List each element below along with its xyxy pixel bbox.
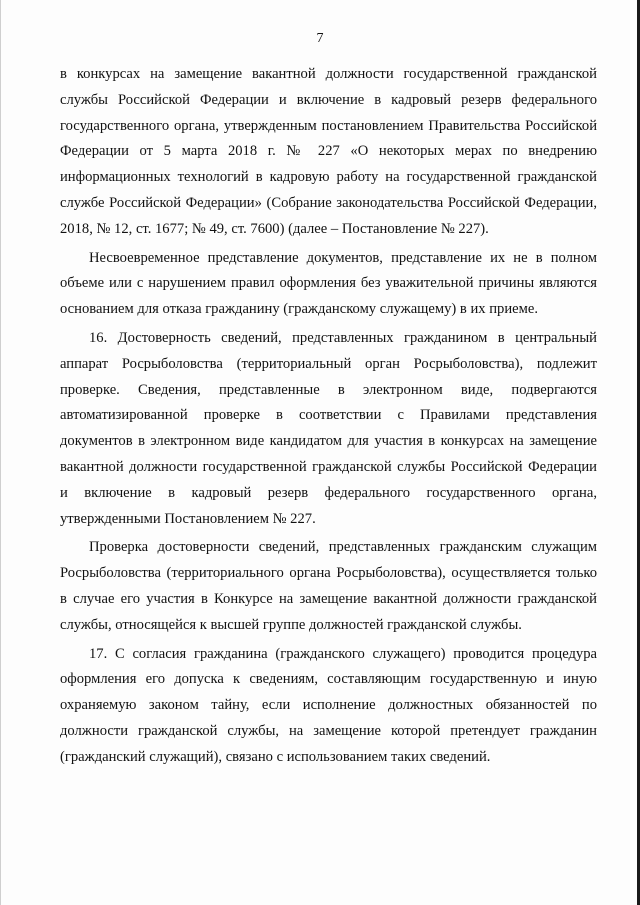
- paragraph-late-submission: Несвоевременное представление документов, представление их не в полном объеме или с нарушением правил оформления без уважительной причины являются основанием для отказа гражданину (гражданскому служащему) в их приеме.: [60, 249, 597, 318]
- paragraph-continuation: в конкурсах на замещение вакантной должности государственной гражданской службы Российской Федерации и включение в кадровый резерв федерального государственного органа, утвержденным постановлением Правительства Российской Федерации от 5 марта 2018 г. № 227 «О некоторых мерах по внедрению информационных технологий в кадровую работу на государственной гражданской службе Российской Федерации» (Собрание законодательства Российской Федерации, 2018, № 12, ст. 1677; № 49, ст. 7600) (далее – Постановление № 227).: [60, 66, 597, 237]
- paragraph-item-16: 16. Достоверность сведений, представленных гражданином в центральный аппарат Росрыболовства (территориальный орган Росрыболовства), подлежит проверке. Сведения, представленные в электронном виде, подвергаются автоматизированной проверке в соответствии с Правилами представления документов в электронном виде кандидатом для участия в конкурсах на замещение вакантной должности государственной гражданской службы Российской Федерации и включение в кадровый резерв федерального государственного органа, утвержденными Постановлением № 227.: [60, 329, 597, 527]
- scan-edge-left: [0, 0, 1, 905]
- paragraph-item-17: 17. С согласия гражданина (гражданского служащего) проводится процедура оформления его допуска к сведениям, составляющим государственную и иную охраняемую законом тайну, если исполнение должностных обязанностей по должности гражданской службы, на замещение которой претендует гражданин (гражданский служащий), связано с использованием таких сведений.: [60, 645, 597, 765]
- page-number: 7: [316, 31, 324, 46]
- paragraph-verification: Проверка достоверности сведений, представленных гражданским служащим Росрыболовства (территориального органа Росрыболовства), осуществляется только в случае его участия в Конкурсе на замещение вакантной должности гражданской службы, относящейся к высшей группе должностей гражданской службы.: [60, 539, 597, 633]
- document-body: [60, 62, 597, 771]
